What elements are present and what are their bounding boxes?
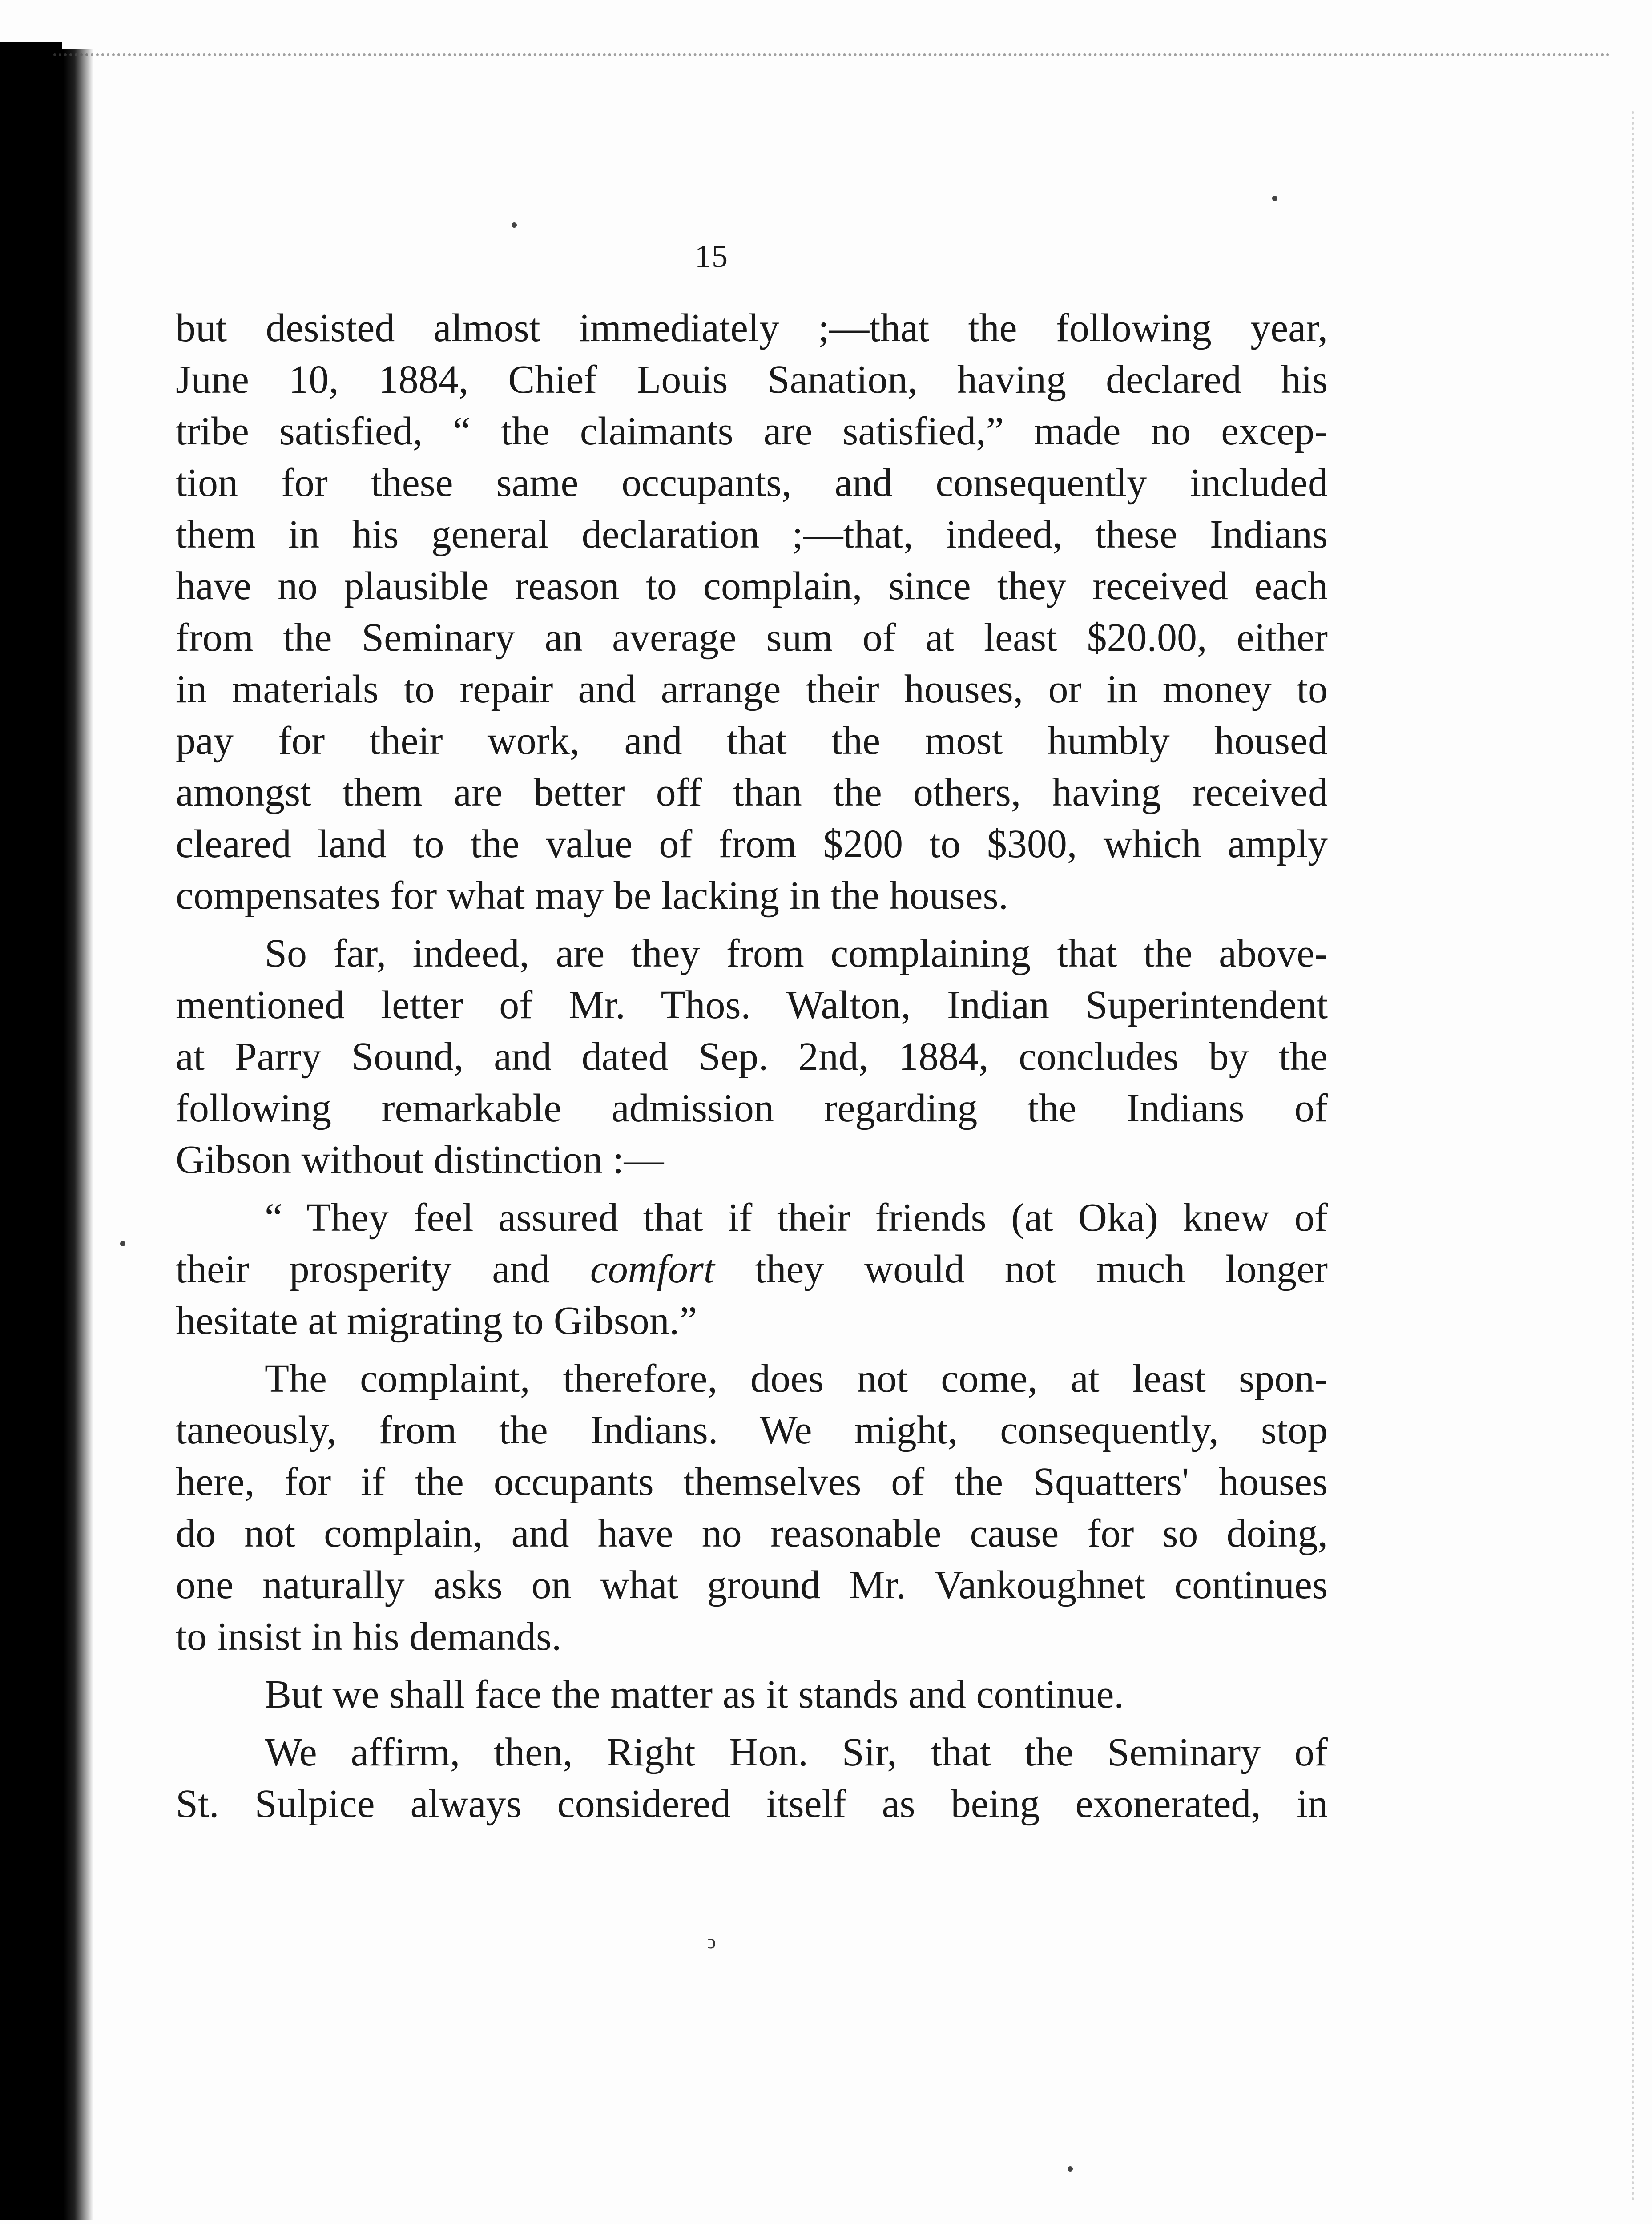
scan-speck [1068,2166,1073,2172]
text-line: cleared land to the value of from $200 to $300, which amply [176,822,1328,866]
text-line: June 10, 1884, Chief Louis Sanation, having declared his [176,358,1328,402]
text-line: The complaint, therefore, does not come, at least spon- [265,1357,1328,1401]
text-line: pay for their work, and that the most humbly housed [176,719,1328,763]
binding-shadow [0,49,93,2220]
text-line: amongst them are better off than the others, having received [176,770,1328,814]
page-right-edge [1632,111,1634,2202]
text-line: compensates for what may be lacking in the houses. [176,874,1008,918]
text-line: following remarkable admission regarding the Indians of [176,1086,1328,1130]
text-line: to insist in his demands. [176,1615,562,1659]
text-line: do not complain, and have no reasonable cause for so doing, [176,1511,1328,1555]
scan-speck [120,1241,125,1246]
quote-line: their prosperity and comfort they would not much longer [176,1247,1328,1291]
text-line: one naturally asks on what ground Mr. Vankoughnet continues [176,1563,1328,1607]
text-line: We affirm, then, Right Hon. Sir, that the Seminary of [265,1730,1328,1774]
text-line: them in his general declaration ;—that, indeed, these Indians [176,512,1328,556]
scan-speck [1272,196,1277,201]
quote-line: hesitate at migrating to Gibson.” [176,1299,697,1343]
text-line: tion for these same occupants, and consequently included [176,461,1328,505]
body-text [176,302,1328,1830]
text-line: have no plausible reason to complain, since they received each [176,564,1328,608]
quote-line: “ They feel assured that if their friends (at Oka) knew of [265,1196,1328,1240]
text-line: but desisted almost immediately ;—that the following year, [176,306,1328,350]
page-top-edge [53,53,1610,60]
text-line: from the Seminary an average sum of at least $20.00, either [176,616,1328,660]
text-line: at Parry Sound, and dated Sep. 2nd, 1884, concludes by the [176,1035,1328,1079]
page-mark: ↄ [707,1931,716,1953]
text-line: tribe satisfied, “ the claimants are satisfied,” made no excep- [176,409,1328,453]
scan-speck [512,222,517,228]
page-number: 15 [695,238,729,274]
text-line: taneously, from the Indians. We might, consequently, stop [176,1408,1328,1452]
text-line: mentioned letter of Mr. Thos. Walton, Indian Superintendent [176,983,1328,1027]
text-line: So far, indeed, are they from complaining that the above- [265,931,1328,975]
text-line: Gibson without distinction :— [176,1138,664,1182]
text-line: in materials to repair and arrange their houses, or in money to [176,667,1328,711]
text-line: St. Sulpice always considered itself as being exonerated, in [176,1782,1328,1826]
text-line: here, for if the occupants themselves of the Squatters' houses [176,1460,1328,1504]
text-line: But we shall face the matter as it stands and continue. [265,1672,1124,1716]
